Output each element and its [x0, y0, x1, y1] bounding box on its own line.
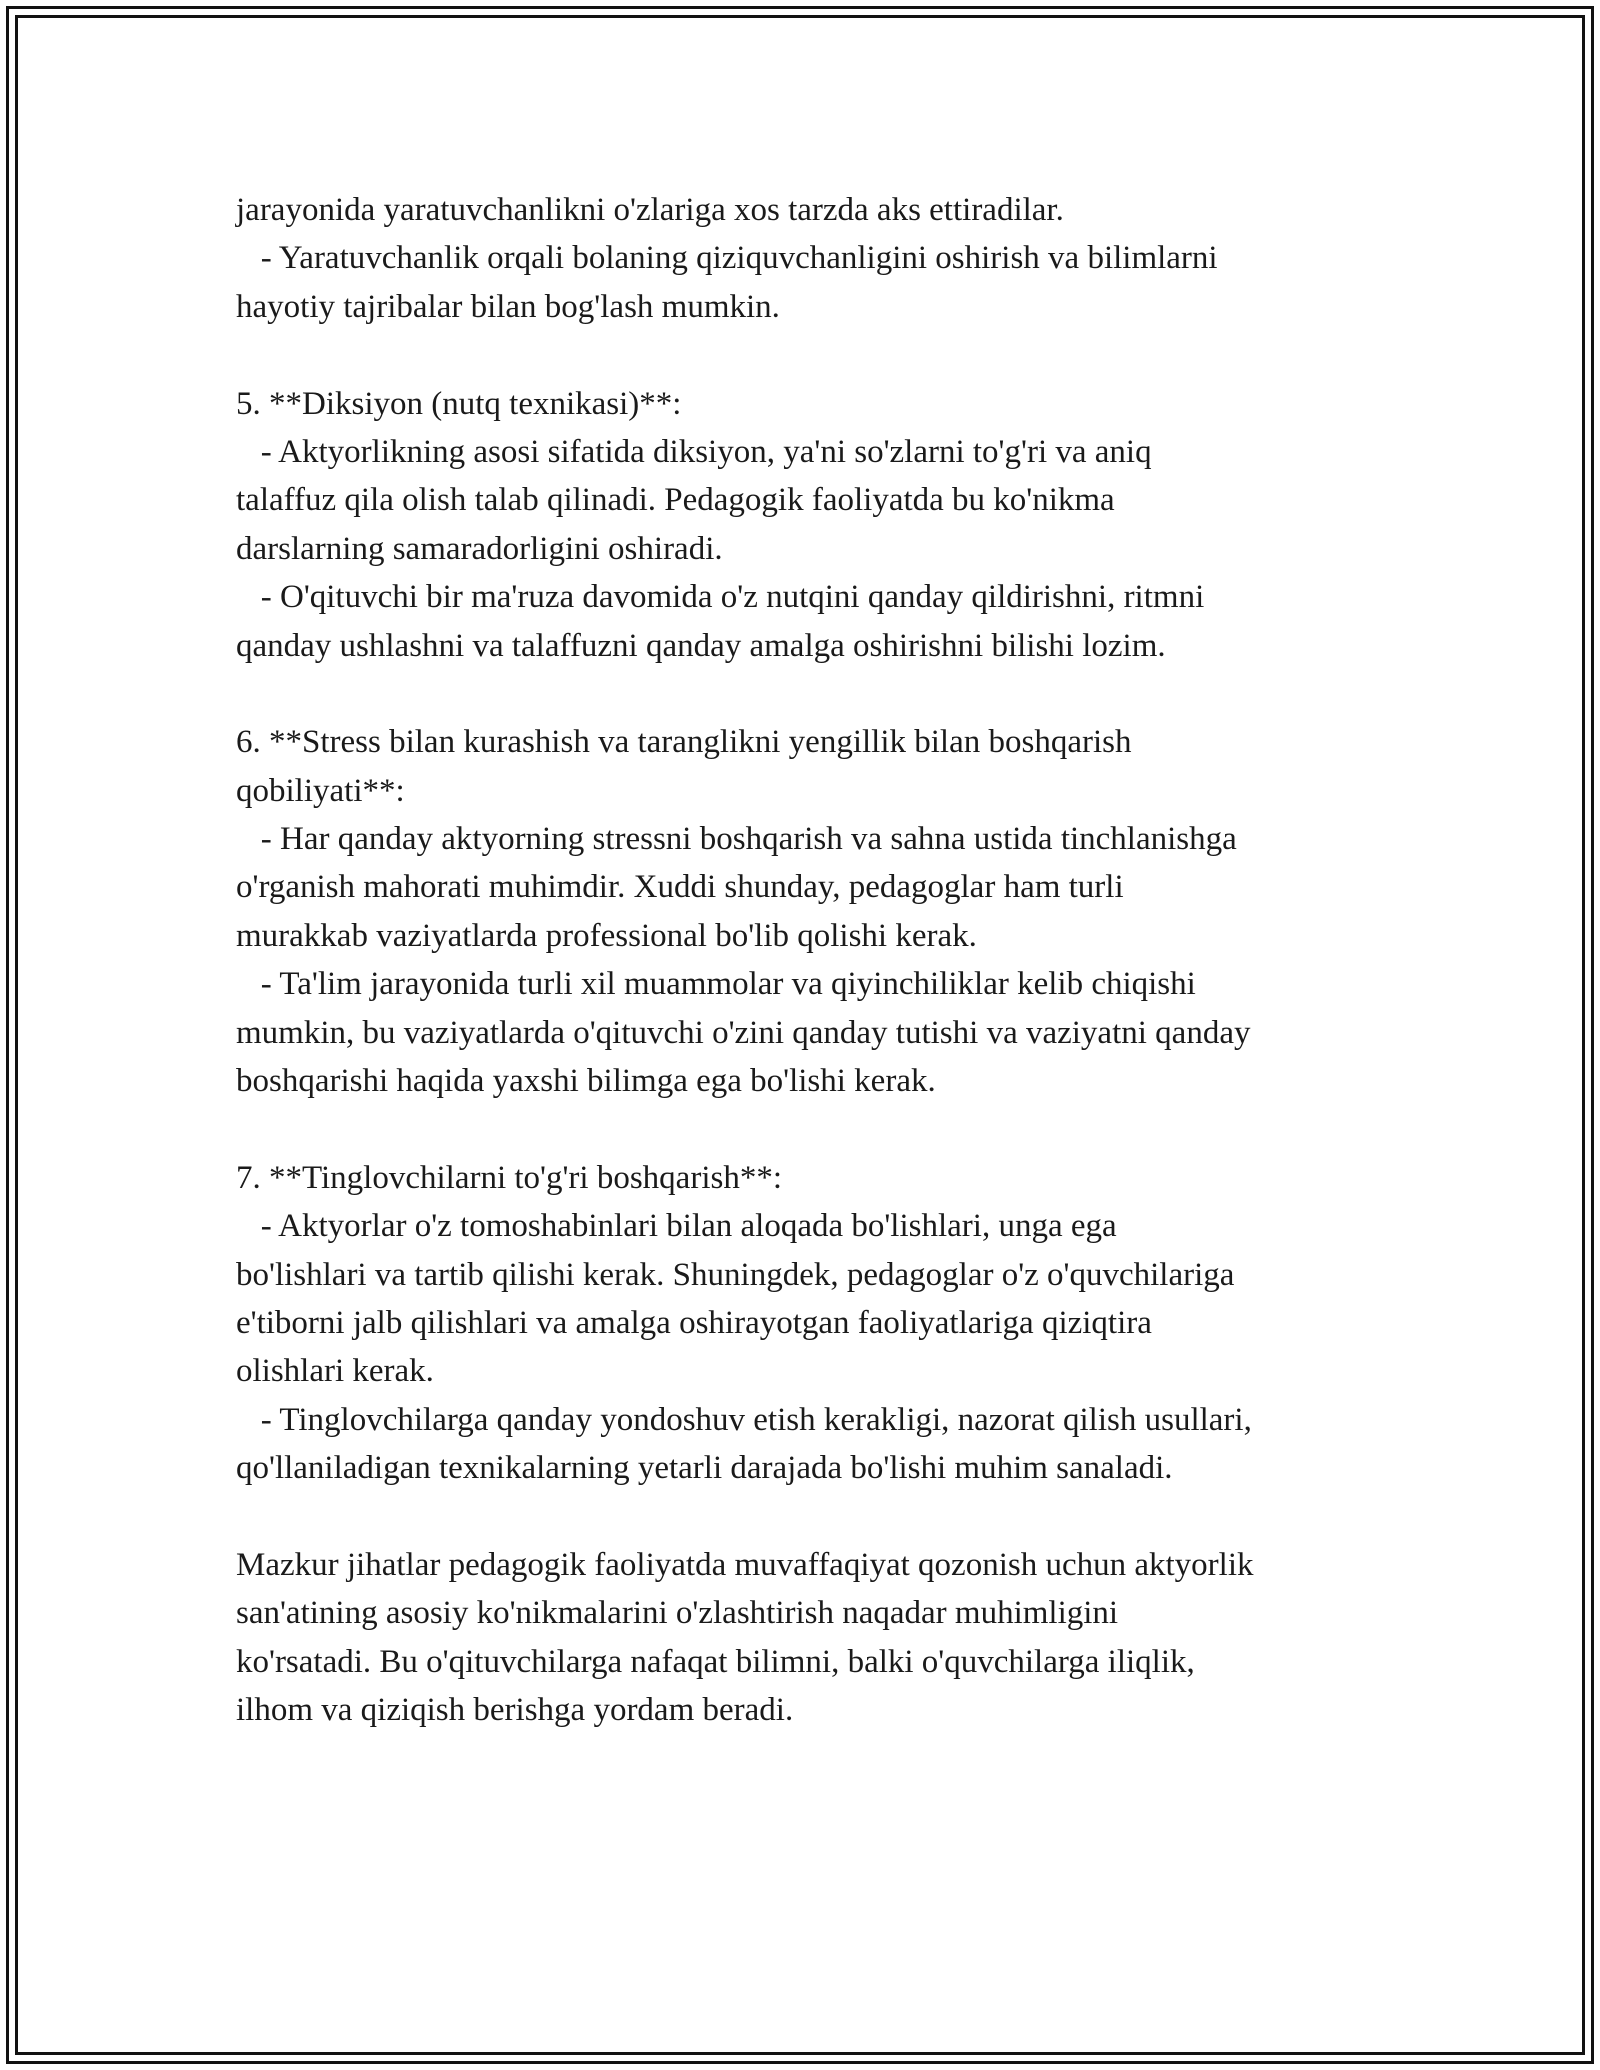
text-line: qobiliyati**:	[236, 772, 405, 809]
text-line: murakkab vaziyatlarda professional bo'lib qolishi kerak.	[236, 917, 977, 954]
text-line: ilhom va qiziqish berishga yordam beradi.	[236, 1692, 794, 1729]
paragraph-spacer	[236, 331, 1396, 379]
text-line: 5. **Diksiyon (nutq texnikasi)**:	[236, 385, 682, 422]
paragraph-spacer	[236, 670, 1396, 718]
text-line: - Aktyorlar o'z tomoshabinlari bilan aloqada bo'lishlari, unga ega	[236, 1208, 1117, 1245]
text-line: hayotiy tajribalar bilan bog'lash mumkin.	[236, 288, 780, 325]
paragraph-spacer	[236, 1105, 1396, 1153]
text-line: 7. **Tinglovchilarni to'g'ri boshqarish**:	[236, 1159, 782, 1196]
text-line: qo'llaniladigan texnikalarning yetarli darajada bo'lishi muhim sanaladi.	[236, 1450, 1173, 1487]
text-line: - Yaratuvchanlik orqali bolaning qiziquvchanligini oshirish va bilimlarni	[236, 240, 1218, 277]
text-line: 6. **Stress bilan kurashish va taranglikni yengillik bilan boshqarish	[236, 724, 1132, 761]
text-line: darslarning samaradorligini oshiradi.	[236, 530, 723, 567]
text-line: - Har qanday aktyorning stressni boshqarish va sahna ustida tinchlanishga	[236, 821, 1237, 858]
text-line: - O'qituvchi bir ma'ruza davomida o'z nutqini qanday qildirishni, ritmni	[236, 579, 1205, 616]
text-line: jarayonida yaratuvchanlikni o'zlariga xos tarzda aks ettiradilar.	[236, 192, 1064, 228]
text-line: o'rganish mahorati muhimdir. Xuddi shunday, pedagoglar ham turli	[236, 869, 1124, 906]
text-line: - Aktyorlikning asosi sifatida diksiyon, ya'ni so'zlarni to'g'ri va aniq	[236, 433, 1152, 470]
text-line: bo'lishlari va tartib qilishi kerak. Shuningdek, pedagoglar o'z o'quvchilariga	[236, 1256, 1235, 1293]
text-line: qanday ushlashni va talaffuzni qanday amalga oshirishni bilishi lozim.	[236, 627, 1166, 664]
text-line: boshqarishi haqida yaxshi bilimga ega bo'lishi kerak.	[236, 1063, 936, 1100]
text-line: - Ta'lim jarayonida turli xil muammolar va qiyinchiliklar kelib chiqishi	[236, 966, 1196, 1003]
text-line: san'atining asosiy ko'nikmalarini o'zlashtirish naqadar muhimligini	[236, 1595, 1119, 1632]
text-line: Mazkur jihatlar pedagogik faoliyatda muvaffaqiyat qozonish uchun aktyorlik	[236, 1546, 1254, 1583]
text-line: mumkin, bu vaziyatlarda o'qituvchi o'zini qanday tutishi va vaziyatni qanday	[236, 1014, 1251, 1051]
text-line: olishlari kerak.	[236, 1353, 434, 1390]
paragraph-spacer	[236, 1493, 1396, 1541]
text-line: talaffuz qila olish talab qilinadi. Pedagogik faoliyatda bu ko'nikma	[236, 482, 1115, 519]
document-body	[236, 186, 1396, 1735]
text-line: e'tiborni jalb qilishlari va amalga oshirayotgan faoliyatlariga qiziqtira	[236, 1304, 1152, 1341]
text-line: ko'rsatadi. Bu o'qituvchilarga nafaqat bilimni, balki o'quvchilarga iliqlik,	[236, 1643, 1195, 1680]
text-line: - Tinglovchilarga qanday yondoshuv etish kerakligi, nazorat qilish usullari,	[236, 1401, 1252, 1438]
